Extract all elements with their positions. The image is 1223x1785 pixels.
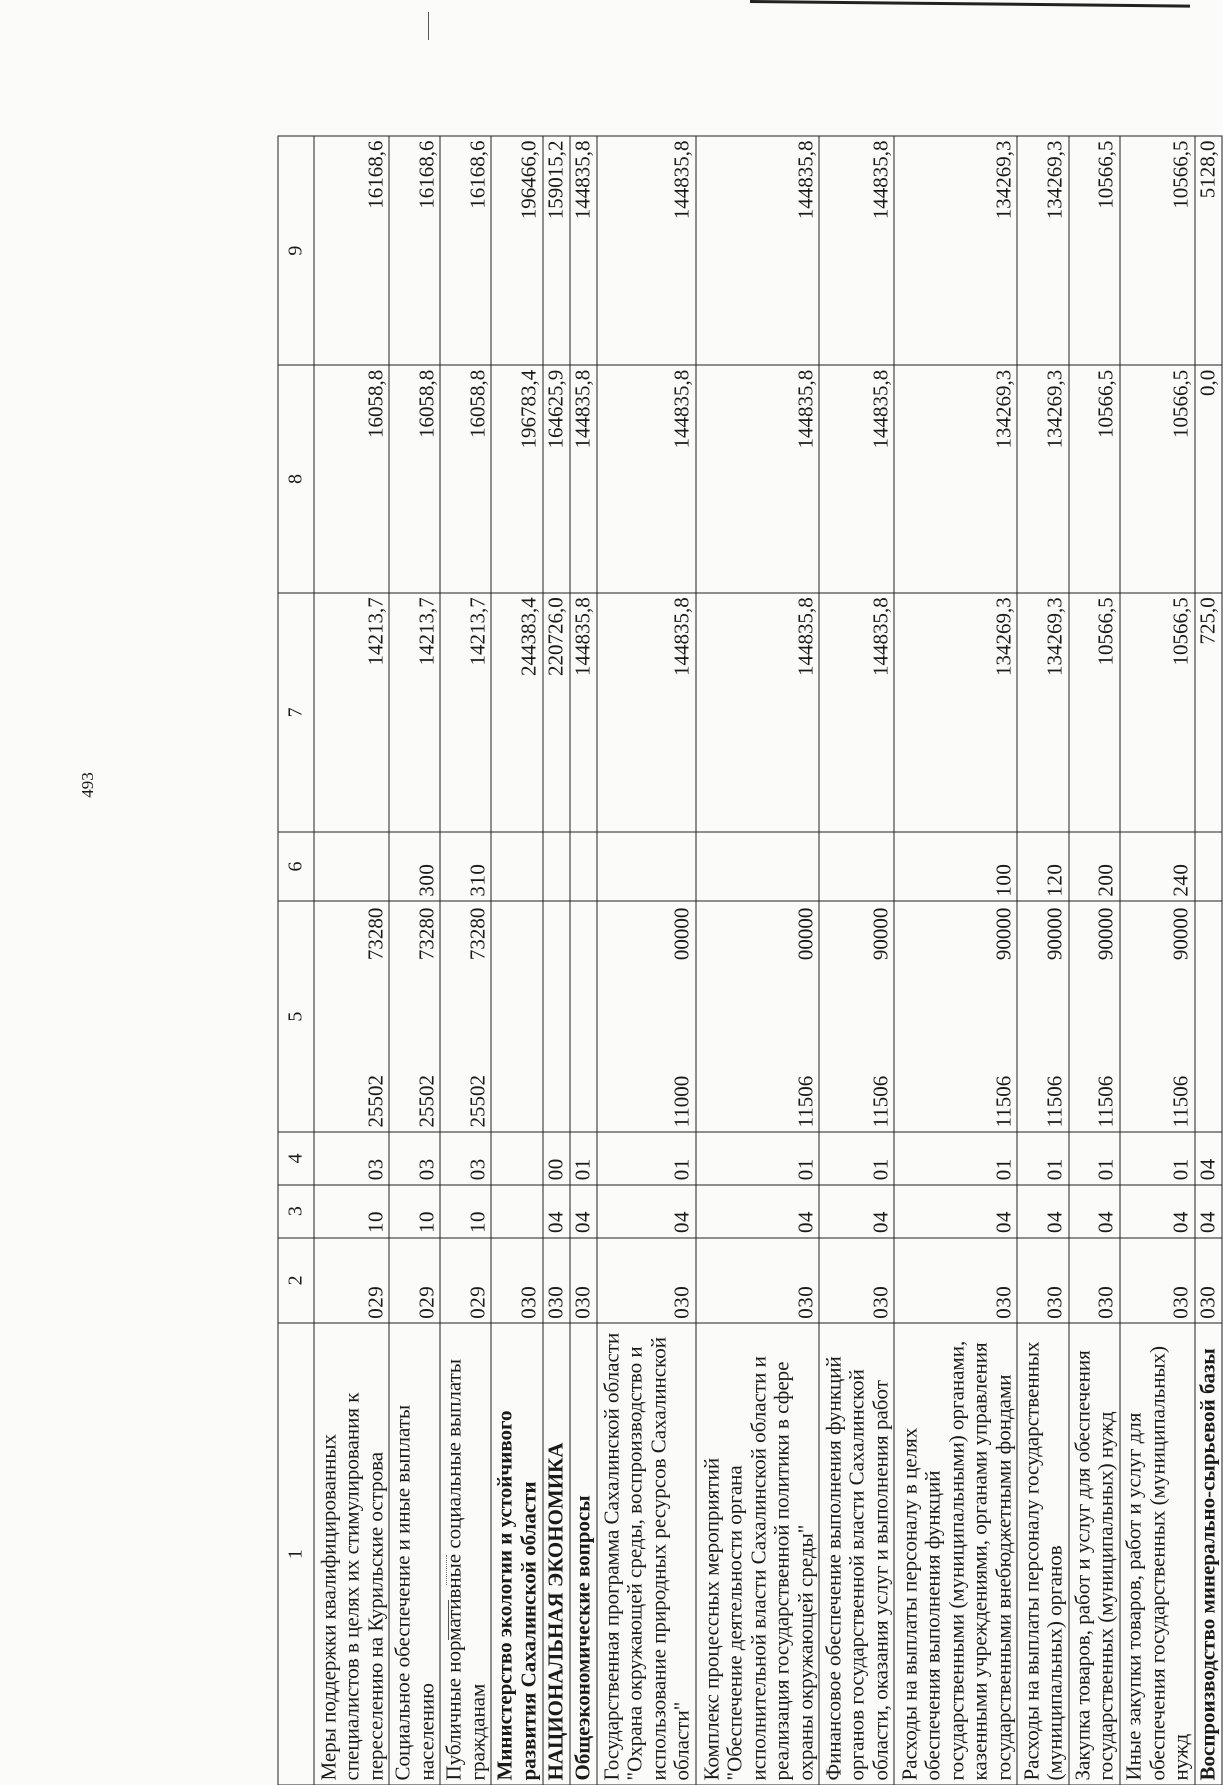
section-code-cell: 04 — [696, 1184, 819, 1237]
expense-type-cell — [314, 831, 389, 900]
amount-cell-9: 134269,3 — [894, 136, 1017, 365]
amount-cell-7: 10566,5 — [1120, 592, 1195, 831]
section-code-cell — [491, 1184, 542, 1237]
amount-cell-9: 16168,6 — [440, 136, 491, 365]
row-name-cell: Воспроизводство минерально-сырьевой базы — [1195, 1323, 1222, 1785]
target-article-prefix: 11506 — [1042, 1075, 1067, 1127]
target-article-cell — [894, 901, 1017, 1132]
amount-cell-7: 144835,8 — [819, 592, 894, 831]
scan-artifact-line — [750, 0, 1190, 8]
target-article-suffix: 00000 — [669, 907, 694, 960]
section-code-cell: 04 — [543, 1184, 570, 1237]
expense-type-cell: 200 — [1069, 831, 1120, 900]
row-name-cell: Иные закупки товаров, работ и услуг для обеспечения государственных (муниципальных) нужд — [1120, 1323, 1195, 1785]
expense-type-cell: 100 — [894, 831, 1017, 900]
target-article-cell — [543, 901, 570, 1132]
target-article-cell — [491, 901, 542, 1132]
section-code-cell: 04 — [894, 1184, 1017, 1237]
amount-cell-7: 144835,8 — [570, 592, 597, 831]
target-article-prefix: 25502 — [414, 1074, 439, 1127]
expense-type-cell — [491, 831, 542, 900]
row-name-cell: Социальное обеспечение и иные выплаты населению — [389, 1323, 440, 1785]
target-article-suffix: 73280 — [363, 907, 388, 960]
expense-type-cell — [1195, 831, 1222, 900]
column-header-7: 7 — [278, 592, 314, 831]
subsection-code-cell: 01 — [1069, 1132, 1120, 1185]
page-number: 493 — [78, 772, 97, 798]
subsection-code-cell — [491, 1132, 542, 1185]
ministry-code-cell: 030 — [597, 1237, 696, 1323]
row-name-cell: Расходы на выплаты персоналу государственных (муниципальных) органов — [1017, 1323, 1068, 1785]
target-article-prefix: 11506 — [991, 1075, 1016, 1127]
expense-type-cell: 240 — [1120, 831, 1195, 900]
budget-table — [278, 135, 1223, 1785]
target-article-suffix: 00000 — [793, 907, 818, 960]
table-row — [1120, 136, 1195, 1785]
ministry-code-cell: 030 — [543, 1237, 570, 1323]
row-name-cell: Меры поддержки квалифицированных специалистов в целях их стимулирования к переселению на Курильские острова — [314, 1323, 389, 1785]
amount-cell-7: 220726,0 — [543, 592, 570, 831]
ministry-code-cell: 030 — [1195, 1237, 1222, 1323]
subsection-code-cell: 00 — [543, 1132, 570, 1185]
amount-cell-8: 16058,8 — [389, 365, 440, 593]
target-article-cell — [314, 901, 389, 1132]
section-code-cell: 04 — [1120, 1184, 1195, 1237]
amount-cell-7: 10566,5 — [1069, 592, 1120, 831]
amount-cell-7: 14213,7 — [314, 592, 389, 831]
target-article-prefix: 25502 — [363, 1074, 388, 1127]
ministry-code-cell: 030 — [894, 1237, 1017, 1323]
table-row — [597, 136, 696, 1785]
ministry-code-cell: 030 — [1069, 1237, 1120, 1323]
section-code-cell: 10 — [440, 1184, 491, 1237]
amount-cell-7: 14213,7 — [440, 592, 491, 831]
target-article-cell — [819, 901, 894, 1132]
target-article-suffix: 73280 — [414, 907, 439, 960]
target-article-suffix: 73280 — [465, 907, 490, 960]
amount-cell-7: 144835,8 — [696, 592, 819, 831]
column-header-6: 6 — [278, 831, 314, 900]
target-article-prefix: 25502 — [465, 1074, 490, 1127]
amount-cell-9: 5128,0 — [1195, 136, 1222, 365]
subsection-code-cell: 01 — [819, 1132, 894, 1185]
expense-type-cell — [597, 831, 696, 900]
column-header-2: 2 — [278, 1237, 314, 1323]
table-row — [819, 136, 894, 1785]
amount-cell-9: 144835,8 — [597, 136, 696, 365]
table-row — [696, 136, 819, 1785]
expense-type-cell — [819, 831, 894, 900]
table-row — [543, 136, 570, 1785]
target-article-cell — [1069, 901, 1120, 1132]
target-article-cell — [570, 901, 597, 1132]
row-name-cell: Комплекс процессных мероприятий "Обеспечение деятельности органа исполнительной власти Сахалинской области и реализация государственной политики в сфере охраны окружающей среды" — [696, 1323, 819, 1785]
amount-cell-8: 144835,8 — [819, 365, 894, 593]
target-article-cell — [1195, 901, 1222, 1132]
ministry-code-cell: 030 — [570, 1237, 597, 1323]
section-code-cell: 04 — [1195, 1184, 1222, 1237]
amount-cell-9: 16168,6 — [314, 136, 389, 365]
column-header-9: 9 — [278, 136, 314, 365]
row-name-cell: Расходы на выплаты персоналу в целях обеспечения выполнения функций государственными (муниципальными) органами, казенными учреждениями, органами управления государственными внебюджетными фондами — [894, 1323, 1017, 1785]
amount-cell-9: 144835,8 — [696, 136, 819, 365]
subsection-code-cell: 01 — [597, 1132, 696, 1185]
expense-type-cell: 120 — [1017, 831, 1068, 900]
amount-cell-7: 725,0 — [1195, 592, 1222, 831]
target-article-prefix: 11506 — [1093, 1075, 1118, 1127]
column-header-3: 3 — [278, 1184, 314, 1237]
section-code-cell: 04 — [1017, 1184, 1068, 1237]
subsection-code-cell: 03 — [314, 1132, 389, 1185]
amount-cell-9: 196466,0 — [491, 136, 542, 365]
section-code-cell: 10 — [389, 1184, 440, 1237]
section-code-cell: 04 — [819, 1184, 894, 1237]
row-name-cell: Финансовое обеспечение выполнения функций органов государственной власти Сахалинской области, оказания услуг и выполнения работ — [819, 1323, 894, 1785]
amount-cell-8: 10566,5 — [1069, 365, 1120, 593]
amount-cell-8: 144835,8 — [570, 365, 597, 593]
ministry-code-cell: 029 — [314, 1237, 389, 1323]
target-article-suffix: 90000 — [868, 907, 893, 960]
target-article-cell — [597, 901, 696, 1132]
target-article-cell — [389, 901, 440, 1132]
amount-cell-8: 196783,4 — [491, 365, 542, 593]
target-article-prefix: 11506 — [868, 1075, 893, 1127]
column-header-4: 4 — [278, 1132, 314, 1185]
expense-type-cell — [543, 831, 570, 900]
row-name-cell: Публичные нормативные социальные выплаты гражданам — [440, 1323, 491, 1785]
amount-cell-8: 0,0 — [1195, 365, 1222, 593]
target-article-prefix: 11000 — [669, 1075, 694, 1127]
table-row — [894, 136, 1017, 1785]
amount-cell-7: 144835,8 — [597, 592, 696, 831]
expense-type-cell: 300 — [389, 831, 440, 900]
table-row — [570, 136, 597, 1785]
ministry-code-cell: 029 — [440, 1237, 491, 1323]
subsection-code-cell: 01 — [570, 1132, 597, 1185]
scan-artifact-tick — [428, 12, 429, 40]
row-name-cell: НАЦИОНАЛЬНАЯ ЭКОНОМИКА — [543, 1323, 570, 1785]
table-row — [440, 136, 491, 1785]
section-code-cell: 04 — [1069, 1184, 1120, 1237]
target-article-suffix: 90000 — [1093, 907, 1118, 960]
amount-cell-9: 10566,5 — [1069, 136, 1120, 365]
ministry-code-cell: 030 — [696, 1237, 819, 1323]
amount-cell-8: 10566,5 — [1120, 365, 1195, 593]
amount-cell-8: 16058,8 — [314, 365, 389, 593]
amount-cell-8: 16058,8 — [440, 365, 491, 593]
row-name-cell: Министерство экологии и устойчивого развития Сахалинской области — [491, 1323, 542, 1785]
table-row — [1017, 136, 1068, 1785]
section-code-cell: 04 — [597, 1184, 696, 1237]
subsection-code-cell: 04 — [1195, 1132, 1222, 1185]
table-row — [314, 136, 389, 1785]
expense-type-cell — [696, 831, 819, 900]
amount-cell-9: 134269,3 — [1017, 136, 1068, 365]
target-article-cell — [1017, 901, 1068, 1132]
target-article-suffix: 90000 — [991, 907, 1016, 960]
amount-cell-8: 134269,3 — [894, 365, 1017, 593]
table-row — [389, 136, 440, 1785]
section-code-cell: 04 — [570, 1184, 597, 1237]
amount-cell-7: 244383,4 — [491, 592, 542, 831]
amount-cell-9: 10566,5 — [1120, 136, 1195, 365]
amount-cell-9: 159015,2 — [543, 136, 570, 365]
subsection-code-cell: 01 — [1017, 1132, 1068, 1185]
amount-cell-9: 16168,6 — [389, 136, 440, 365]
amount-cell-7: 14213,7 — [389, 592, 440, 831]
amount-cell-8: 134269,3 — [1017, 365, 1068, 593]
subsection-code-cell: 01 — [1120, 1132, 1195, 1185]
table-body — [314, 136, 1222, 1785]
table-row — [1195, 136, 1222, 1785]
table-row — [1069, 136, 1120, 1785]
amount-cell-7: 134269,3 — [894, 592, 1017, 831]
row-name-cell: Закупка товаров, работ и услуг для обеспечения государственных (муниципальных) нужд — [1069, 1323, 1120, 1785]
ministry-code-cell: 030 — [1120, 1237, 1195, 1323]
target-article-cell — [696, 901, 819, 1132]
target-article-cell — [440, 901, 491, 1132]
amount-cell-9: 144835,8 — [819, 136, 894, 365]
subsection-code-cell: 03 — [440, 1132, 491, 1185]
target-article-suffix: 90000 — [1168, 907, 1193, 960]
subsection-code-cell: 01 — [696, 1132, 819, 1185]
expense-type-cell: 310 — [440, 831, 491, 900]
amount-cell-8: 144835,8 — [597, 365, 696, 593]
ministry-code-cell: 029 — [389, 1237, 440, 1323]
amount-cell-7: 134269,3 — [1017, 592, 1068, 831]
table-row — [491, 136, 542, 1785]
ministry-code-cell: 030 — [491, 1237, 542, 1323]
column-header-8: 8 — [278, 365, 314, 593]
table-header-row — [278, 136, 314, 1785]
ministry-code-cell: 030 — [819, 1237, 894, 1323]
target-article-suffix: 90000 — [1042, 907, 1067, 960]
target-article-cell — [1120, 901, 1195, 1132]
row-name-cell: Общеэкономические вопросы — [570, 1323, 597, 1785]
target-article-prefix: 11506 — [793, 1075, 818, 1127]
subsection-code-cell: 03 — [389, 1132, 440, 1185]
section-code-cell: 10 — [314, 1184, 389, 1237]
amount-cell-8: 164625,9 — [543, 365, 570, 593]
ministry-code-cell: 030 — [1017, 1237, 1068, 1323]
column-header-1: 1 — [278, 1323, 314, 1785]
target-article-prefix: 11506 — [1168, 1075, 1193, 1127]
column-header-5: 5 — [278, 901, 314, 1132]
budget-table-rotated — [278, 135, 1223, 1785]
expense-type-cell — [570, 831, 597, 900]
row-name-cell: Государственная программа Сахалинской области "Охрана окружающей среды, воспроизводство и использование природных ресурсов Сахалинской области" — [597, 1323, 696, 1785]
subsection-code-cell: 01 — [894, 1132, 1017, 1185]
amount-cell-9: 144835,8 — [570, 136, 597, 365]
amount-cell-8: 144835,8 — [696, 365, 819, 593]
